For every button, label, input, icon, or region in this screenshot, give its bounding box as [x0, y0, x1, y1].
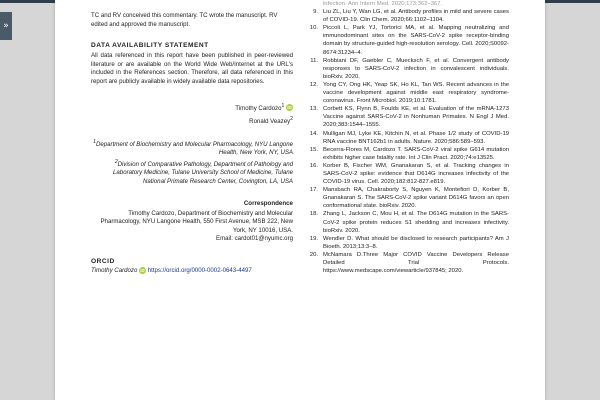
author-2	[91, 114, 293, 127]
reference-text: Mansbach RA, Chakraborty S, Nguyen K, Montefiori D, Korber B, Gnanakaran S. The SARS-CoV-2 spike variant D614G favors an open conformational state. bioRxiv. 2020.	[323, 187, 509, 210]
reference-item	[305, 8, 509, 24]
reference-item	[305, 162, 509, 186]
reference-number: 10.	[309, 25, 318, 32]
reference-text: Piccoli L, Park YJ, Tortorici MA, et al. Mapping neutralizing and immunodominant sites on the SARS-CoV-2 spike receptor-binding domain by structure-guided high-resolution serology. Cell. 2020;S0092-8674:31234–4.	[323, 25, 509, 56]
reference-number	[305, 0, 323, 8]
reference-item	[305, 146, 509, 162]
reference-number: 20.	[309, 251, 318, 258]
reference-number: 14.	[309, 130, 318, 137]
orcid-author-name: Timothy Cardozo	[91, 267, 138, 275]
affiliations	[91, 138, 293, 187]
reference-item	[305, 81, 509, 105]
orcid-icon[interactable]: iD	[287, 105, 292, 111]
reference-text: Korber B, Fischer WM, Gnanakaran S, et al. Tracking changes in SARS-CoV-2 spike: evidence that D614G increases infectivity of the COVID-19 virus. Cell. 2020;182:812-827.e819.	[323, 162, 509, 186]
reference-number: 11.	[310, 57, 318, 64]
orcid-heading: ORCID	[91, 258, 115, 266]
double-chevron-right-icon: »	[3, 21, 9, 31]
author-1	[91, 101, 293, 114]
reference-item	[305, 235, 509, 251]
reference-text: Zhang L, Jackson C, Mou H, et al. The D614G mutation in the SARS-CoV-2 spike protein reduces S1 shedding and increases infectivity. bioRxiv. 2020.	[323, 211, 509, 234]
author-1-name: Timothy Cardozo	[235, 104, 282, 112]
reference-item	[305, 57, 509, 81]
reference-text: infection. Ann Intern Med. 2020;173:362–367.	[323, 1, 443, 7]
author-1-sup: 1	[281, 102, 285, 109]
reference-text: Becerra-Flores M, Cardozo T. SARS-CoV-2 viral spike G614 mutation exhibits higher case fatality rate. Int J Clin Pract. 2020;74:e13525.	[323, 146, 509, 161]
affiliation-2-sup: 2	[114, 158, 118, 165]
author-list	[91, 101, 293, 127]
affiliation-1	[91, 138, 293, 158]
author-contributions-text: TC and RV conceived this commentary. TC wrote the manuscript. RV edited and approved the manuscript.	[91, 12, 278, 28]
reference-text: Yong CY, Ong HK, Yeap SK, Ho KL, Tan WS. Recent advances in the vaccine development against middle east respiratory syndrome-coronavirus. Front Microbiol. 2019;10:1781.	[323, 81, 509, 105]
reference-item	[305, 24, 509, 56]
data-availability-heading: DATA AVAILABILITY STATEMENT	[91, 42, 209, 50]
affiliation-2	[91, 158, 293, 187]
orcid-link[interactable]: https://orcid.org/0000-0002-0643-4497	[147, 267, 252, 275]
reference-number: 19.	[309, 235, 318, 242]
reference-number: 15.	[309, 146, 318, 153]
reference-number: 12.	[309, 81, 318, 88]
orcid-icon: iD	[140, 268, 145, 274]
reference-item	[305, 130, 509, 146]
reference-number: 9.	[313, 9, 318, 16]
reference-item	[305, 186, 509, 210]
reference-text: Mulligan MJ, Lyke KE, Kitchin N, et al. Phase 1/2 study of COVID-19 RNA vaccine BNT162b1 in adults. Nature. 2020;586:589–593.	[323, 130, 509, 145]
reference-number: 17.	[309, 187, 318, 194]
reference-number: 16.	[309, 162, 318, 169]
reference-text: Corbett KS, Flynn B, Foulds KE, et al. Evaluation of the mRNA-1273 Vaccine against SARS-CoV-2 in Nonhuman Primates. N Engl J Med. 2020;383:1544–1555.	[323, 106, 509, 129]
correspondence-heading: Correspondence	[243, 199, 293, 207]
author-2-name: Ronald Veazey	[249, 117, 291, 125]
data-availability-text: All data referenced in this report have been published in peer-reviewed literature or are available on the World Wide Web/Internet at the URL's included in the References section. Therefore, all data referenced in this report are publicly available in widely available data repositories.	[91, 52, 293, 85]
reference-number: 13.	[309, 106, 318, 113]
reference-text: Wendler D. What should be disclosed to research participants? Am J Bioeth. 2013;13:3–8.	[323, 235, 509, 250]
correspondence-text: Timothy Cardozo, Department of Biochemistry and Molecular Pharmacology, NYU Langone Health, 550 First Avenue, MSB 222, New York, NY 10016, USA.	[100, 209, 293, 234]
document-page	[55, 0, 545, 400]
left-column	[91, 12, 293, 276]
reference-text: Liu ZL, Liu Y, Wan LG, et al. Antibody profiles in mild and severe cases of COVID-19. Clin Chem. 2020;66:1102–1104.	[323, 9, 509, 24]
affiliation-2-text: Division of Comparative Pathology, Department of Pathology and Laboratory Medicine, Tulane University School of Medicine, Tulane National Primate Research Center, Covington, LA, USA	[113, 160, 293, 186]
reference-text: Robbiani DF, Gaebler C, Muecksch F, et al. Convergent antibody responses to SARS-CoV-2 infection in convalescent individuals. bioRxiv. 2020.	[323, 57, 509, 80]
reference-number: 18.	[309, 211, 318, 218]
reference-item	[305, 251, 509, 275]
reference-item	[305, 210, 509, 234]
affiliation-1-text: Department of Biochemistry and Molecular Pharmacology, NYU Langone Health, New York, NY, USA	[95, 140, 293, 157]
affiliation-1-sup: 1	[93, 138, 96, 145]
orcid-line	[91, 267, 293, 276]
reference-item	[305, 0, 509, 8]
correspondence-email[interactable]: Email: cardot01@nyumc.org	[216, 235, 293, 243]
expand-sidebar-button[interactable]	[0, 12, 12, 40]
author-2-sup: 2	[290, 115, 293, 122]
references-list	[305, 0, 509, 275]
reference-item	[305, 105, 509, 129]
reference-text: McNamara D.Three Major COVID Vaccine Developers Release Detailed Trial Protocols. https://www.medscape.com/viewarticle/937845; 2020.	[323, 251, 509, 275]
